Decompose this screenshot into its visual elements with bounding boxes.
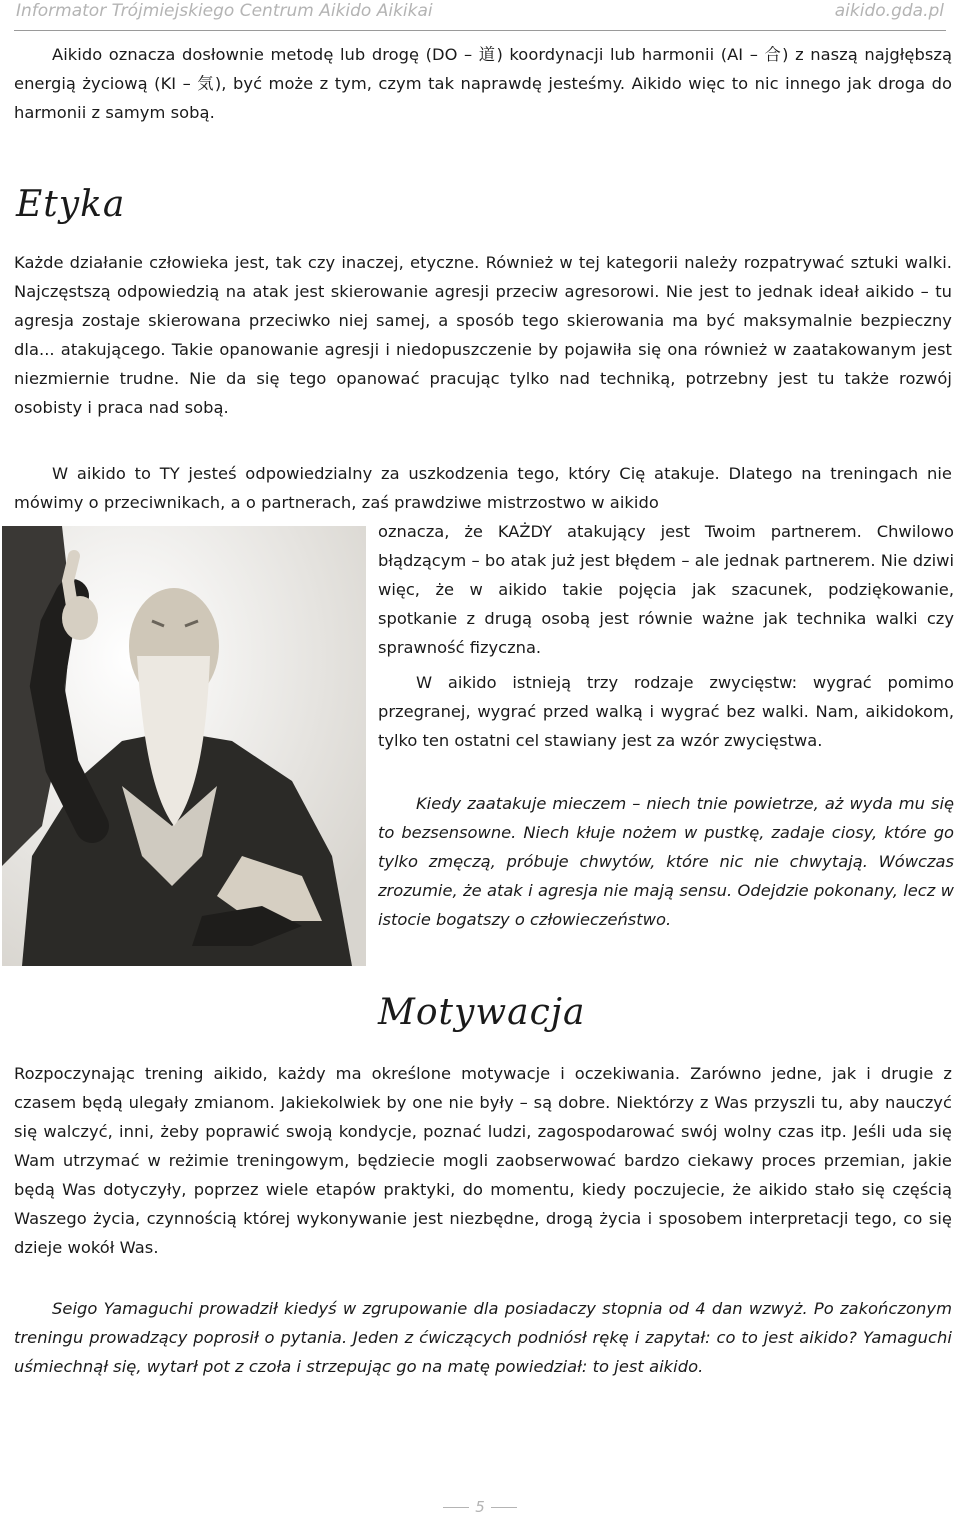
page-footer <box>0 1498 960 1516</box>
etyka-paragraph-2-continued: oznacza, że KAŻDY atakujący jest Twoim partnerem. Chwilowo błądzącym – bo atak już jest błędem – ale jednak partnerem. Nie dziwi więc, że w aikido takie pojęcia jak szacunek, podziękowanie, spotkanie z drugą osobą jest równie ważne jak technika walki czy sprawność fizyczna. <box>378 522 954 657</box>
etyka-paragraph-1: Każde działanie człowieka jest, tak czy inaczej, etyczne. Również w tej kategorii należy rozpatrywać sztuki walki. Najczęstszą odpowiedzią na atak jest skierowanie agresji przeciw agresorowi. Nie jest to jednak ideał aikido – tu agresja zostaje skierowana przeciwko niej samej, a sposób tego skierowania ma być maksymalnie bezpieczny dla... atakującego. Takie opanowanie agresji i niedopuszczenie by pojawiła się ona również w zaatakowanym jest niezmiernie trudne. Nie da się tego opanować pracując tylko nad techniką, potrzebny jest tu także rozwój osobisty i praca nad sobą. <box>14 253 952 417</box>
section-heading-etyka: Etyka <box>16 184 126 225</box>
etyka-quote: Kiedy zaatakuje mieczem – niech tnie powietrze, aż wyda mu się to bezsensowne. Niech kłuje nożem w pustkę, zadaje ciosy, które go tylko zmęczą, próbuje chwytów, które nic nie chwytają. Wówczas zrozumie, że atak i agresja nie mają sensu. Odejdzie pokonany, lecz w istocie bogatszy o człowieczeństwo. <box>378 794 954 929</box>
header-title: Informator Trójmiejskiego Centrum Aikido Aikikai <box>16 1 433 21</box>
etyka-paragraph-2-start: W aikido to TY jesteś odpowiedzialny za uszkodzenia tego, który Cię atakuje. Dlatego na treningach nie mówimy o przeciwnikach, a o partnerach, zaś prawdziwe mistrzostwo w aikido <box>14 464 952 512</box>
portrait-photo <box>2 526 366 966</box>
intro-paragraph: Aikido oznacza dosłownie metodę lub drogę (DO – 道) koordynacji lub harmonii (AI – 合) z naszą najgłębszą energią życiową (KI – 気), być może z tym, czym tak naprawdę jesteśmy. Aikido więc to nic innego jak droga do harmonii z samym sobą. <box>14 45 952 122</box>
header-site-url: aikido.gda.pl <box>834 1 944 21</box>
page-header <box>14 0 946 31</box>
page-number: 5 <box>475 1498 485 1516</box>
section-heading-motywacja: Motywacja <box>378 992 586 1033</box>
footer-dash-left <box>443 1507 469 1508</box>
etyka-paragraph-3: W aikido istnieją trzy rodzaje zwycięstw: wygrać pomimo przegranej, wygrać przed walką i wygrać bez walki. Nam, aikidokom, tylko ten ostatni cel stawiany jest za wzór zwycięstwa. <box>378 673 954 750</box>
footer-dash-right <box>491 1507 517 1508</box>
motywacja-paragraph-1: Rozpoczynając trening aikido, każdy ma określone motywacje i oczekiwania. Zarówno jedne, jak i drugie z czasem będą ulegały zmianom. Jakiekolwiek by one nie były – są dobre. Niektórzy z Was przyszli tu, aby nauczyć się walczyć, inni, żeby poprawić swoją kondycje, poznać ludzi, zagospodarować swój wolny czas itp. Jeśli uda się Wam utrzymać w reżimie treningowym, będziecie mogli zaobserwować bardzo ciekawy proces przemian, jakie będą Was dotyczyły, poprzez wiele etapów praktyki, do momentu, kiedy poczujecie, że aikido stało się częścią Waszego życia, czynnością której wykonywanie jest niezbędne, drogą życia i sposobem interpretacji tego, co się dzieje wokół Was. <box>14 1064 952 1257</box>
motywacja-paragraph-2: Seigo Yamaguchi prowadził kiedyś w zgrupowanie dla posiadaczy stopnia od 4 dan wzwyż. Po zakończonym treningu prowadzący poprosił o pytania. Jeden z ćwiczących podniósł rękę i zapytał: co to jest aikido? Yamaguchi uśmiechnął się, wytarł pot z czoła i strzepując go na matę powiedział: to jest aikido. <box>14 1299 952 1376</box>
